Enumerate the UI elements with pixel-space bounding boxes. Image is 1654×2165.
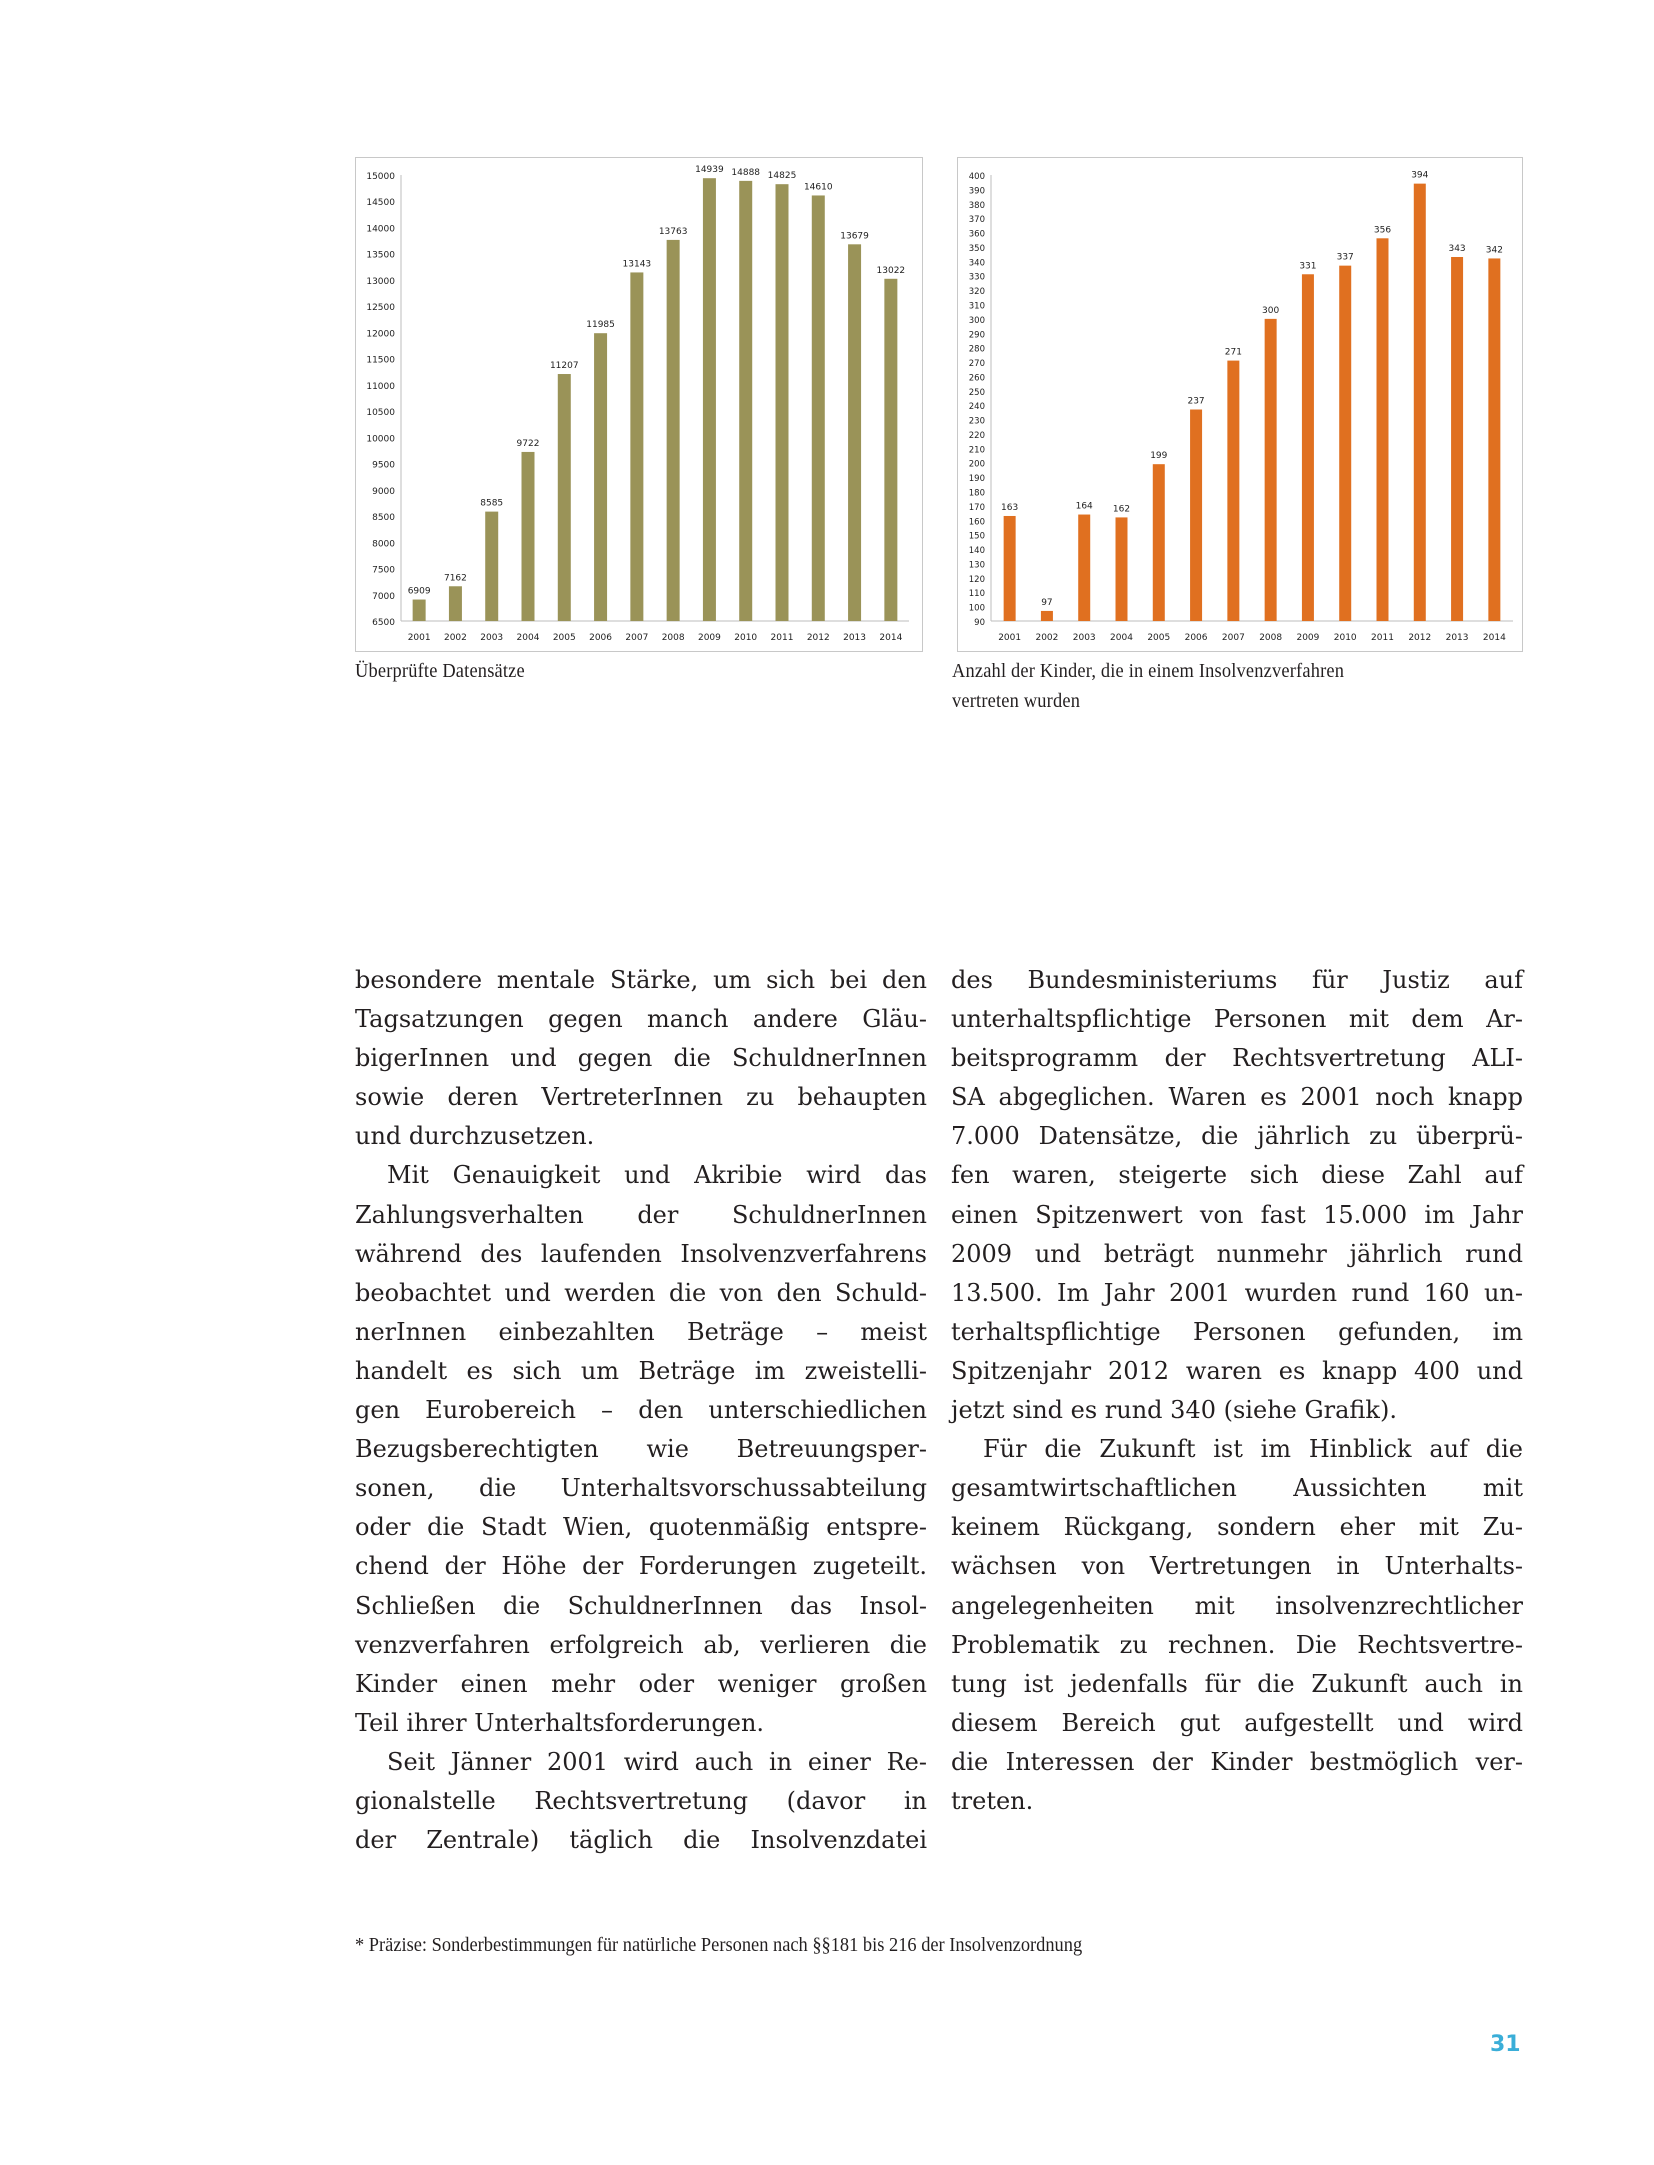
text-line: Mit Genauigkeit und Akribie wird das	[387, 1161, 927, 1190]
x-tick-label: 2012	[806, 633, 830, 643]
data-label: 11985	[586, 320, 615, 331]
data-label: 14888	[731, 167, 761, 178]
text-line: angelegenheiten mit insolvenzrechtlicher	[951, 1591, 1523, 1620]
text-line: chend der Höhe der Forderungen zugeteilt.	[355, 1552, 927, 1581]
text-line: treten.	[951, 1786, 1034, 1815]
text-line: keinem Rückgang, sondern eher mit Zu-	[951, 1513, 1523, 1542]
text-line: fen waren, steigerte sich diese Zahl auf	[951, 1161, 1523, 1190]
bar	[594, 333, 607, 621]
data-label: 6909	[407, 586, 431, 597]
y-tick-label: 13500	[366, 250, 395, 261]
y-tick-label: 10500	[366, 408, 395, 419]
text-line: Teil ihrer Unterhaltsforderungen.	[355, 1708, 765, 1737]
data-label: 164	[1075, 501, 1093, 512]
y-tick-label: 380	[968, 200, 985, 211]
data-label: 342	[1485, 245, 1503, 256]
y-tick-label: 9500	[372, 460, 395, 471]
data-label: 14610	[803, 182, 833, 193]
bar	[884, 279, 897, 621]
bar	[413, 600, 426, 621]
data-label: 13763	[658, 226, 688, 237]
x-tick-label: 2001	[407, 633, 431, 643]
y-tick-label: 360	[968, 229, 985, 240]
text-line: SA abgeglichen. Waren es 2001 noch knapp	[951, 1083, 1523, 1112]
x-tick-label: 2011	[1371, 633, 1394, 643]
text-line: 2009 und beträgt nunmehr jährlich rund	[951, 1239, 1523, 1268]
bar	[1302, 274, 1314, 621]
y-tick-label: 12000	[366, 329, 395, 340]
y-tick-label: 11500	[366, 355, 395, 366]
text-line: Für die Zukunft ist im Hinblick auf die	[983, 1435, 1523, 1464]
text-line: Schließen die SchuldnerInnen das Insol-	[355, 1591, 927, 1620]
body-column-right	[951, 961, 1523, 1821]
bar	[1190, 410, 1202, 621]
page-number: 31	[1490, 2032, 1521, 2057]
data-label: 11207	[549, 361, 579, 372]
x-tick-label: 2001	[998, 633, 1022, 643]
text-line: 7.000 Datensätze, die jährlich zu überprü-	[951, 1122, 1523, 1151]
data-label: 97	[1041, 597, 1053, 608]
y-tick-label: 140	[968, 546, 985, 557]
y-tick-label: 110	[968, 589, 985, 600]
y-tick-label: 340	[968, 258, 985, 269]
text-line: beitsprogramm der Rechtsvertretung ALI-	[951, 1044, 1523, 1073]
x-tick-label: 2007	[1221, 633, 1245, 643]
x-tick-label: 2008	[1259, 633, 1283, 643]
x-tick-label: 2012	[1408, 633, 1432, 643]
text-line: wächsen von Vertretungen in Unterhalts-	[951, 1552, 1523, 1581]
text-line: gesamtwirtschaftlichen Aussichten mit	[951, 1474, 1523, 1503]
bar	[1078, 515, 1090, 621]
text-line: sonen, die Unterhaltsvorschussabteilung	[355, 1474, 927, 1503]
x-tick-label: 2004	[516, 633, 540, 643]
x-tick-label: 2002	[1035, 633, 1059, 643]
bar	[1116, 517, 1128, 621]
bar	[1153, 464, 1165, 621]
text-line: nerInnen einbezahlten Beträge – meist	[355, 1317, 927, 1346]
text-line: Problematik zu rechnen. Die Rechtsvertre-	[951, 1630, 1523, 1659]
data-label: 271	[1224, 347, 1242, 358]
data-label: 300	[1262, 305, 1280, 316]
chart-checked-records	[355, 157, 923, 652]
bar	[848, 244, 861, 621]
y-tick-label: 290	[968, 330, 985, 341]
data-label: 162	[1112, 504, 1131, 515]
text-line: terhaltspflichtige Personen gefunden, im	[951, 1317, 1523, 1346]
data-label: 14825	[767, 171, 797, 182]
bar	[449, 586, 462, 621]
chart-children-represented	[957, 157, 1523, 652]
text-line: während des laufenden Insolvenzverfahrens	[355, 1239, 927, 1268]
data-label: 331	[1299, 261, 1317, 272]
data-label: 13022	[876, 265, 906, 276]
text-line: bigerInnen und gegen die SchuldnerInnen	[355, 1044, 927, 1073]
y-tick-label: 400	[968, 172, 985, 182]
y-tick-label: 7000	[372, 591, 395, 602]
text-line: einen Spitzenwert von fast 15.000 im Jahr	[951, 1200, 1523, 1229]
caption-children-represented	[952, 656, 1344, 716]
data-label: 343	[1448, 244, 1466, 255]
x-tick-label: 2011	[770, 633, 794, 643]
bar	[485, 512, 498, 621]
bar	[812, 195, 825, 621]
text-line: 13.500. Im Jahr 2001 wurden rund 160 un-	[951, 1278, 1523, 1307]
text-line: des Bundesministeriums für Justiz auf	[951, 966, 1523, 994]
y-tick-label: 280	[968, 344, 985, 355]
bar	[1414, 184, 1426, 621]
data-label: 163	[1001, 502, 1019, 513]
y-tick-label: 350	[968, 243, 985, 254]
bar	[1041, 611, 1053, 621]
text-line: gen Eurobereich – den unterschiedlichen	[355, 1396, 927, 1425]
y-tick-label: 130	[968, 560, 985, 571]
y-tick-label: 14000	[366, 224, 395, 235]
y-tick-label: 220	[968, 430, 985, 441]
footnote: * Präzise: Sonderbestimmungen für natürliche Personen nach §§181 bis 216 der Insolvenzordnung	[355, 1934, 1083, 1956]
body-column-left	[355, 961, 927, 1860]
y-tick-label: 310	[968, 301, 985, 312]
y-tick-label: 8500	[372, 513, 395, 524]
x-tick-label: 2003	[1072, 633, 1096, 643]
y-tick-label: 180	[968, 488, 985, 499]
y-tick-label: 250	[968, 387, 985, 398]
x-tick-label: 2005	[1147, 633, 1171, 643]
y-tick-label: 120	[968, 574, 985, 585]
y-tick-label: 14500	[366, 198, 395, 209]
y-tick-label: 10000	[366, 434, 395, 445]
y-tick-label: 160	[968, 517, 985, 528]
y-tick-label: 390	[968, 186, 985, 197]
text-line: unterhaltspflichtige Personen mit dem Ar-	[951, 1005, 1523, 1034]
bar	[1227, 361, 1239, 621]
y-tick-label: 230	[968, 416, 985, 427]
y-tick-label: 240	[968, 402, 985, 413]
bar	[630, 272, 643, 621]
text-line: Seit Jänner 2001 wird auch in einer Re-	[387, 1747, 927, 1776]
bar	[1377, 238, 1389, 621]
y-tick-label: 8000	[372, 539, 395, 550]
bar	[1004, 516, 1016, 621]
x-tick-label: 2010	[1333, 633, 1357, 643]
y-tick-label: 100	[968, 603, 985, 614]
text-line: und durchzusetzen.	[355, 1122, 595, 1151]
caption-line-1: Anzahl der Kinder, die in einem Insolvenzverfahren	[952, 660, 1345, 682]
text-line: tung ist jedenfalls für die Zukunft auch in	[951, 1669, 1523, 1698]
text-line: jetzt sind es rund 340 (siehe Grafik).	[951, 1396, 1397, 1425]
bar	[1451, 257, 1463, 621]
data-label: 199	[1150, 451, 1168, 462]
y-tick-label: 320	[968, 287, 985, 298]
data-label: 14939	[695, 165, 724, 176]
x-tick-label: 2003	[480, 633, 504, 643]
bar	[667, 240, 680, 621]
x-tick-label: 2014	[1482, 633, 1506, 643]
y-tick-label: 12500	[366, 303, 395, 314]
y-tick-label: 370	[968, 215, 985, 226]
bar	[739, 181, 752, 621]
text-line: Kinder einen mehr oder weniger großen	[355, 1669, 927, 1698]
y-tick-label: 11000	[366, 381, 395, 392]
y-tick-label: 6500	[372, 618, 395, 628]
text-line: Tagsatzungen gegen manch andere Gläu-	[355, 1005, 927, 1034]
text-line: besondere mentale Stärke, um sich bei den	[355, 966, 927, 994]
x-tick-label: 2006	[589, 633, 613, 643]
text-line: diesem Bereich gut aufgestellt und wird	[951, 1708, 1523, 1737]
data-label: 13143	[622, 259, 652, 270]
x-tick-label: 2013	[1445, 633, 1469, 643]
text-line: der Zentrale) täglich die Insolvenzdatei	[355, 1826, 927, 1855]
y-tick-label: 270	[968, 359, 985, 370]
caption-line-2: vertreten wurden	[952, 690, 1081, 712]
y-tick-label: 15000	[366, 172, 395, 182]
bar	[776, 184, 789, 621]
x-tick-label: 2009	[1296, 633, 1320, 643]
text-line: Bezugsberechtigten wie Betreuungsper-	[355, 1435, 927, 1464]
y-tick-label: 260	[968, 373, 985, 384]
data-label: 237	[1187, 396, 1205, 407]
y-tick-label: 90	[974, 618, 985, 628]
x-tick-label: 2004	[1110, 633, 1133, 643]
y-tick-label: 150	[968, 531, 985, 542]
data-label: 8585	[480, 498, 504, 509]
y-tick-label: 13000	[366, 276, 395, 287]
bar	[703, 178, 716, 621]
x-tick-label: 2006	[1184, 633, 1208, 643]
data-label: 356	[1373, 225, 1392, 236]
x-tick-label: 2008	[661, 633, 685, 643]
text-line: venzverfahren erfolgreich ab, verlieren die	[355, 1630, 927, 1659]
x-tick-label: 2010	[734, 633, 758, 643]
y-tick-label: 210	[968, 445, 985, 456]
text-line: oder die Stadt Wien, quotenmäßig entspre-	[355, 1513, 927, 1542]
bar	[522, 452, 535, 621]
text-line: sowie deren VertreterInnen zu behaupten	[355, 1083, 927, 1112]
data-label: 337	[1336, 252, 1354, 263]
y-tick-label: 330	[968, 272, 985, 283]
caption-checked-records: Überprüfte Datensätze	[355, 660, 525, 682]
y-tick-label: 200	[968, 459, 985, 470]
x-tick-label: 2013	[843, 633, 867, 643]
text-line: gionalstelle Rechtsvertretung (davor in	[355, 1786, 927, 1815]
y-tick-label: 170	[968, 502, 985, 513]
data-label: 9722	[516, 438, 540, 449]
bar	[1488, 258, 1500, 621]
bar-chart-children-represented	[958, 158, 1524, 653]
bar	[1265, 319, 1277, 621]
x-tick-label: 2009	[697, 633, 721, 643]
y-tick-label: 300	[968, 315, 985, 326]
x-tick-label: 2014	[879, 633, 903, 643]
data-label: 7162	[443, 573, 467, 584]
y-tick-label: 7500	[372, 565, 395, 576]
bar-chart-checked-records	[356, 158, 924, 653]
bar	[1339, 266, 1351, 621]
text-line: handelt es sich um Beträge im zweistelli-	[355, 1356, 927, 1385]
text-line: Zahlungsverhalten der SchuldnerInnen	[355, 1200, 927, 1229]
data-label: 13679	[840, 231, 869, 242]
x-tick-label: 2007	[625, 633, 649, 643]
bar	[558, 374, 571, 621]
x-tick-label: 2002	[443, 633, 467, 643]
text-line: die Interessen der Kinder bestmöglich ver-	[951, 1747, 1523, 1776]
y-tick-label: 9000	[372, 486, 395, 497]
y-tick-label: 190	[968, 474, 985, 485]
text-line: Spitzenjahr 2012 waren es knapp 400 und	[951, 1356, 1523, 1385]
x-tick-label: 2005	[552, 633, 576, 643]
data-label: 394	[1411, 170, 1429, 181]
text-line: beobachtet und werden die von den Schuld-	[355, 1278, 927, 1307]
